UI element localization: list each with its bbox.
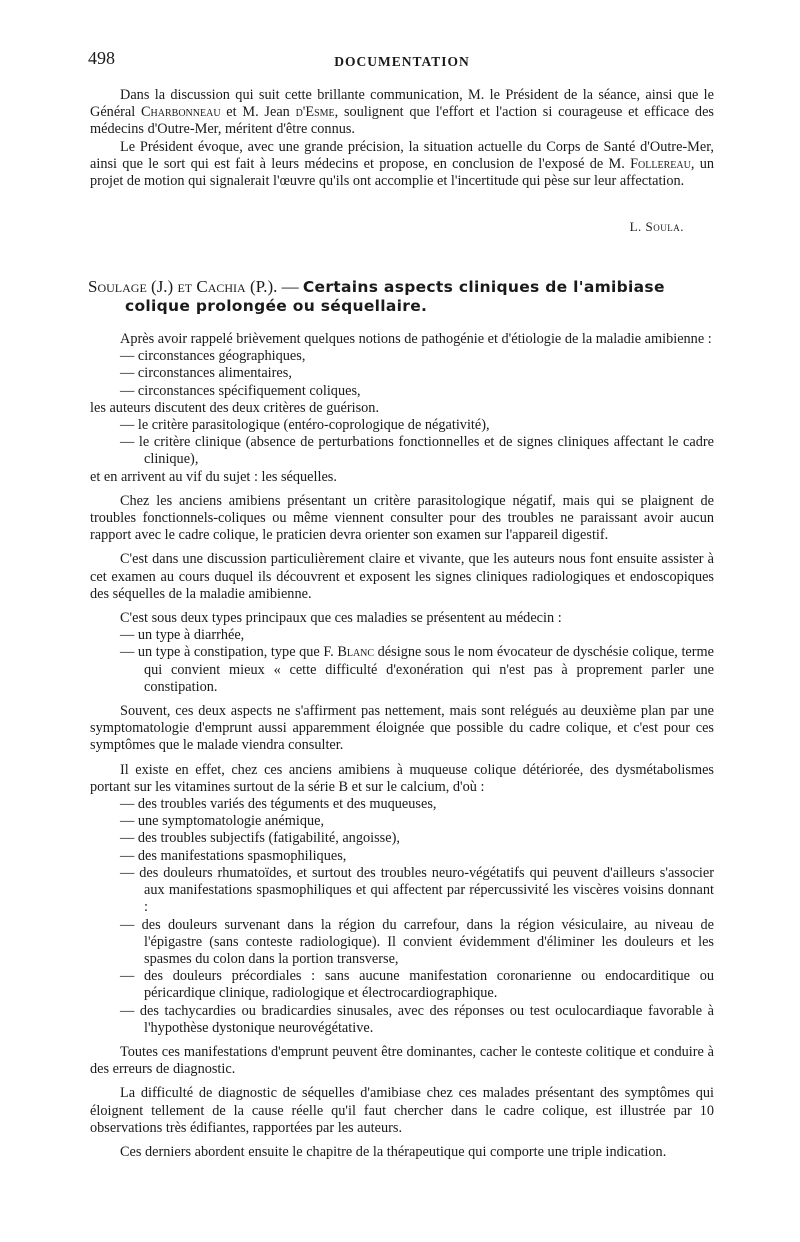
- person-name: d'Esme: [295, 104, 335, 121]
- list-item: — un type à constipation, type que F. Blanc désigne sous le nom évocateur de dyschésie colique, terme qui convient mieux « cette difficulté d'exonération qui n'est pas à proprement parler une constipation.: [120, 644, 714, 695]
- article-authors: Soulage (J.) et Cachia (P.).: [88, 277, 278, 296]
- list-item: — des manifestations spasmophiliques,: [120, 847, 347, 864]
- article-title: Soulage (J.) et Cachia (P.). — Certains aspects cliniques de l'amibiase colique prolongée ou séquellaire.: [88, 277, 665, 315]
- discussion-paragraph-2: Le Président évoque, avec une grande précision, la situation actuelle du Corps de Santé d'Outre-Mer, ainsi que le sort qui est fait à leurs médecins et propose, en conclusion de l'exposé de M. Follereau, un projet de motion qui signalerait l'œuvre qu'ils ont accomplie et l'incertitude qui pèse sur leur affectation.: [90, 138, 715, 190]
- person-name: Charbonneau: [141, 104, 221, 121]
- paragraph-cest-1: C'est dans une discussion particulièrement claire et vivante, que les auteurs nous font ensuite assister à cet examen au cours duquel ils découvrent et exposent les signes cliniques radiologiques et endoscopiques des séquelles de la maladie amibienne.: [90, 551, 714, 602]
- paragraph-difficulte: La difficulté de diagnostic de séquelles d'amibiase chez ces malades présentant des symptômes qui éloignent tellement de la cause réelle qu'il faut chercher dans le cadre colique, est illustrée par 10 observations très édifiantes, rapportées par les auteurs.: [90, 1085, 714, 1136]
- list-item: — circonstances géographiques,: [120, 348, 306, 365]
- article-title-line-1: Certains aspects cliniques de l'amibiase: [302, 278, 665, 296]
- paragraph-chez: Chez les anciens amibiens présentant un critère parasitologique négatif, mais qui se plaignent de troubles fonctionnels-coliques ou même viennent consulter pour des troubles ne paraissant avoir aucun rapport avec le cadre colique, le praticien devra orienter son examen sur l'appareil digestif.: [90, 492, 714, 544]
- page-header: [88, 50, 716, 70]
- intro-paragraph: Après avoir rappelé brièvement quelques notions de pathogénie et d'étiologie de la maladie amibienne :: [120, 331, 712, 347]
- list-item: — le critère parasitologique (entéro-coprologique de négativité),: [120, 417, 490, 434]
- criteria-intro: les auteurs discutent des deux critères de guérison.: [90, 399, 380, 416]
- paragraph-il-existe: Il existe en effet, chez ces anciens amibiens à muqueuse colique détériorée, des dysmétabolismes portant sur les vitamines surtout de la série B et sur le calcium, d'où :: [90, 761, 714, 795]
- list-item: — un type à diarrhée,: [120, 627, 245, 644]
- criteria-end: et en arrivent au vif du sujet : les séquelles.: [90, 468, 337, 485]
- paragraph-souvent: Souvent, ces deux aspects ne s'affirment pas nettement, mais sont relégués au deuxième plan par une symptomatologie d'emprunt aussi apparemment éloignée que possible du cadre colique, et c'est pour ces symptômes que le malade viendra consulter.: [90, 703, 714, 754]
- list-item: — des douleurs survenant dans la région du carrefour, dans la région vésiculaire, au niveau de l'épigastre (sans conteste radiologique). Il convient évidemment d'éliminer les douleurs et les spasmes du colon dans la portion transverse,: [120, 916, 714, 967]
- list-item: — des troubles variés des téguments et des muqueuses,: [120, 796, 437, 813]
- page-number: 498: [88, 48, 115, 68]
- running-title: DOCUMENTATION: [334, 54, 470, 69]
- person-name: Follereau: [630, 155, 691, 172]
- list-item: — le critère clinique (absence de perturbations fonctionnelles et de signes cliniques affectant le cadre clinique),: [120, 434, 714, 468]
- article-body: [90, 331, 714, 1161]
- list-item: — une symptomatologie anémique,: [120, 813, 325, 830]
- paragraph-derniers: Ces derniers abordent ensuite le chapitre de la thérapeutique qui comporte une triple indication.: [120, 1143, 667, 1160]
- discussion-paragraph-1: Dans la discussion qui suit cette brillante communication, M. le Président de la séance, ainsi que le Général Charbonneau et M. Jean d'Esme, soulignent que l'effort et l'action si courageuse et efficace des médecins d'Outre-Mer, méritent d'être connus.: [90, 87, 714, 138]
- list-item: — circonstances spécifiquement coliques,: [120, 382, 361, 399]
- person-name: Blanc: [337, 644, 375, 661]
- list-item: — des douleurs rhumatoïdes, et surtout des troubles neuro-végétatifs qui peuvent d'ailleurs s'associer aux manifestations spasmophiliques et qui affectent par répercussivité les viscères voisins donnant :: [120, 864, 714, 916]
- list-item: — des troubles subjectifs (fatigabilité, angoisse),: [120, 830, 400, 847]
- list-item: — des douleurs précordiales : sans aucune manifestation coronarienne ou endocarditique ou péricardique clinique, radiologique et électrocardiographique.: [120, 968, 714, 1002]
- paragraph-cest-2: C'est sous deux types principaux que ces maladies se présentent au médecin :: [120, 610, 562, 627]
- signature: L. Soula.: [629, 219, 684, 234]
- discussion-section: [90, 87, 714, 190]
- list-item: — circonstances alimentaires,: [120, 365, 292, 382]
- paragraph-toutes: Toutes ces manifestations d'emprunt peuvent être dominantes, cacher le conteste colitique et conduire à des erreurs de diagnostic.: [90, 1043, 714, 1078]
- article-title-line-2: colique prolongée ou séquellaire.: [125, 297, 428, 315]
- list-item: — des tachycardies ou bradicardies sinusales, avec des réponses ou test oculocardiaque favorable à l'hypothèse dystonique neurovégétative.: [120, 1002, 714, 1036]
